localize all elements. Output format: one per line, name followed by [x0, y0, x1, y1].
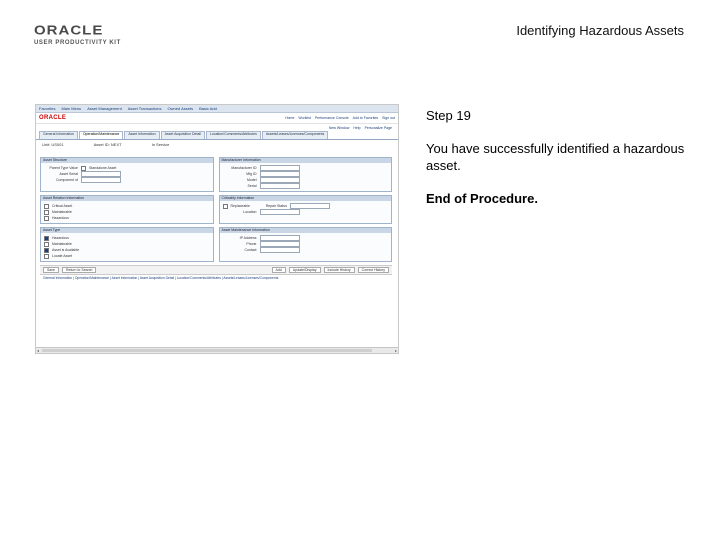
- serial-input[interactable]: [260, 183, 300, 189]
- key-asset: Asset ID: NEXT: [93, 141, 122, 147]
- field-label: Contact: [244, 248, 257, 252]
- panel-header: Manufacturer Information: [220, 158, 392, 163]
- key-status: In Service: [151, 141, 170, 147]
- field-label: Serial: [247, 184, 257, 188]
- field-label: Locate Asset: [52, 254, 73, 258]
- field-label: Standalone Asset: [89, 166, 117, 170]
- top-link[interactable]: Performance Console: [314, 116, 349, 120]
- maintenance-panel: [219, 227, 393, 262]
- hazardous-checkbox[interactable]: [44, 216, 49, 221]
- tab-location[interactable]: Location/Comments/Attributes: [206, 131, 261, 139]
- application-screenshot: [35, 104, 399, 354]
- row-link[interactable]: New Window: [328, 125, 350, 130]
- field-label: Phone: [246, 242, 257, 246]
- nav-item[interactable]: Basic Add: [199, 106, 217, 111]
- maintainable-checkbox[interactable]: [44, 210, 49, 215]
- button-bar: [40, 265, 392, 275]
- contact-input[interactable]: [260, 247, 300, 253]
- locate-checkbox[interactable]: [44, 254, 49, 259]
- field-label: Hazardous: [52, 216, 69, 220]
- scroll-right-icon[interactable]: ▸: [394, 348, 397, 353]
- panel-header: Asset Maintenance Information: [220, 228, 392, 233]
- field-label: Replaceable: [230, 204, 250, 208]
- available-checkbox[interactable]: [44, 248, 49, 253]
- save-button[interactable]: Save: [43, 267, 59, 273]
- tab-bar: [36, 131, 398, 140]
- hazardous-checked-checkbox[interactable]: [44, 236, 49, 241]
- panel-header: Asset Relation Information: [41, 196, 213, 201]
- nav-item[interactable]: Asset Management: [87, 106, 122, 111]
- criticality-panel: [219, 195, 393, 224]
- tab-components[interactable]: Assets/Leases/Licenses/Components: [262, 131, 328, 139]
- return-to-search-button[interactable]: Return to Search: [62, 267, 96, 273]
- maintenance-checkbox[interactable]: [44, 242, 49, 247]
- scroll-left-icon[interactable]: ◂: [37, 348, 40, 353]
- breadcrumb: [36, 105, 398, 113]
- add-button[interactable]: Add: [272, 267, 286, 273]
- oracle-upk-logo: [34, 22, 121, 46]
- page-title: Identifying Hazardous Assets: [516, 23, 684, 38]
- nav-item[interactable]: Main Menu: [61, 106, 82, 111]
- tab-asset-information[interactable]: Asset Information: [124, 131, 159, 139]
- key-unit: Unit: US001: [42, 141, 64, 147]
- footer-links[interactable]: General Information | Operation/Maintenance | Asset Information | Asset Acquisition Detail | Location/Comments/Attributes | Assets/Leases/Licenses/Components: [43, 276, 279, 280]
- top-link[interactable]: Add to Favorites: [352, 116, 379, 120]
- tab-general[interactable]: General Information: [39, 131, 78, 139]
- end-of-procedure: End of Procedure.: [426, 191, 538, 206]
- field-label: Maintainable: [52, 242, 72, 246]
- field-label: Hazardous: [52, 236, 69, 240]
- scrollbar-thumb[interactable]: [42, 349, 372, 352]
- standalone-checkbox[interactable]: [81, 166, 86, 171]
- field-label: Maintainable: [52, 210, 72, 214]
- manufacturer-panel: [219, 157, 393, 192]
- update-display-button[interactable]: Update/Display: [289, 267, 321, 273]
- field-label: Component of: [56, 178, 78, 182]
- row-link[interactable]: Help: [353, 125, 361, 130]
- nav-item[interactable]: Owned Assets: [167, 106, 194, 111]
- field-label: Parent Type Value: [49, 166, 78, 170]
- field-label: Asset is Available: [52, 248, 80, 252]
- top-link[interactable]: Home: [285, 116, 295, 120]
- nav-item[interactable]: Asset Transactions: [127, 106, 162, 111]
- include-history-button[interactable]: Include History: [324, 267, 355, 273]
- step-label: Step 19: [426, 108, 471, 123]
- field-label: Location: [243, 210, 257, 214]
- logo-text: ORACLE: [34, 23, 104, 38]
- tab-acquisition-detail[interactable]: Asset Acquisition Detail: [161, 131, 205, 139]
- component-of-input[interactable]: [81, 177, 121, 183]
- tab-operation-maintenance[interactable]: Operation/Maintenance: [79, 131, 123, 139]
- panel-header: Criticality Information: [220, 196, 392, 201]
- asset-structure-panel: [40, 157, 214, 192]
- correct-history-button[interactable]: Correct History: [358, 267, 389, 273]
- nav-item[interactable]: Favorites: [39, 106, 56, 111]
- top-link[interactable]: Sign out: [382, 116, 395, 120]
- critical-checkbox[interactable]: [44, 204, 49, 209]
- field-label: Mfg ID: [246, 172, 257, 176]
- logo-subtext: USER PRODUCTIVITY KIT: [34, 40, 121, 46]
- panel-header: Asset Structure: [41, 158, 213, 163]
- instruction-panel: [426, 107, 686, 223]
- asset-relation-panel: [40, 195, 214, 224]
- panel-header: Asset Type: [41, 228, 213, 233]
- asset-type-panel: [40, 227, 214, 262]
- app-logo: ORACLE: [39, 115, 67, 121]
- field-label: Critical Asset: [52, 204, 73, 208]
- replaceable-checkbox[interactable]: [223, 204, 228, 209]
- step-message: You have successfully identified a hazardous asset.: [426, 141, 685, 173]
- field-label: IP Address: [239, 236, 257, 240]
- horizontal-scrollbar[interactable]: [36, 347, 398, 353]
- field-label: Manufacturer ID: [231, 166, 257, 170]
- field-label: Model: [246, 178, 257, 182]
- field-label: Repair Status: [265, 204, 287, 208]
- location-input[interactable]: [260, 209, 300, 215]
- field-label: Asset Serial: [59, 172, 78, 176]
- row-link[interactable]: Personalize Page: [364, 125, 392, 130]
- top-link[interactable]: Worklist: [298, 116, 311, 120]
